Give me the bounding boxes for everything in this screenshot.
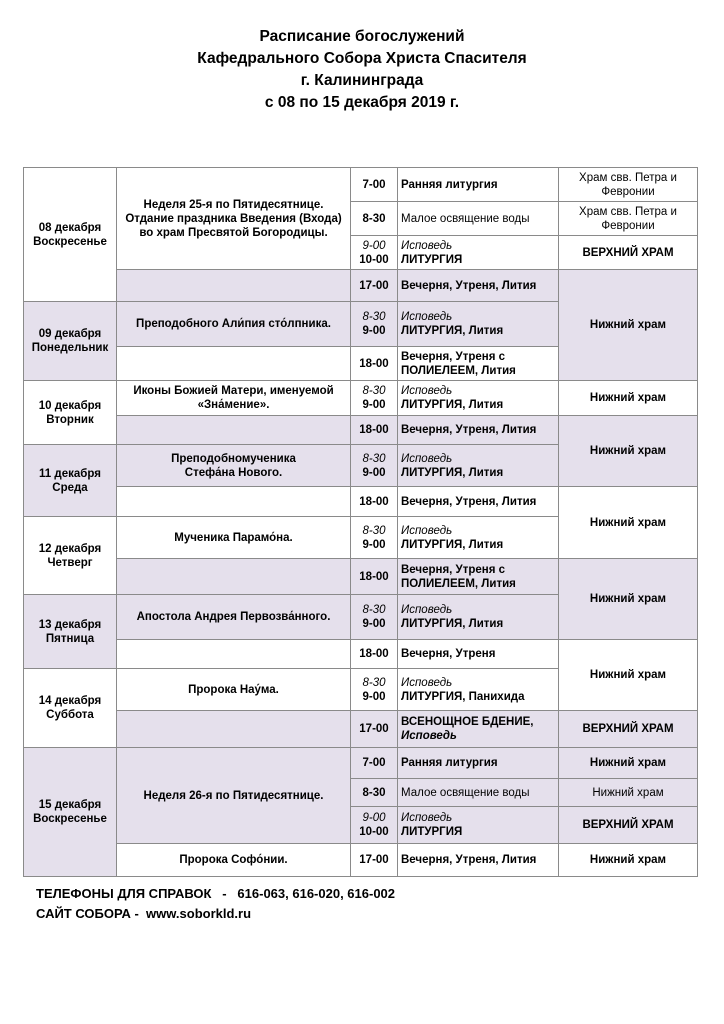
feast-cell-empty [117, 270, 351, 302]
feast-cell: Пророка Нау́ма. [117, 669, 351, 711]
service-cell: Вечерня, Утреня, Лития [398, 487, 559, 517]
time-cell: 8-30 9-00 [351, 669, 398, 711]
time-cell: 8-30 9-00 [351, 381, 398, 416]
time-cell: 7-00 [351, 168, 398, 202]
time-cell: 8-30 9-00 [351, 517, 398, 559]
time-cell: 18-00 [351, 640, 398, 669]
feast-cell: Иконы Божией Матери, именуемой «Зна́мение». [117, 381, 351, 416]
service-cell: ВСЕНОЩНОЕ БДЕНИЕ, Исповедь [398, 711, 559, 748]
table-row [24, 168, 698, 202]
table-row [24, 748, 698, 779]
service-cell: Ранняя литургия [398, 168, 559, 202]
service-cell: Исповедь ЛИТУРГИЯ [398, 236, 559, 270]
place-cell: Нижний храм [559, 748, 698, 779]
feast-cell: Неделя 25-я по Пятидесятнице. Отдание праздника Введения (Входа) во храм Пресвятой Богородицы. [117, 168, 351, 270]
place-cell: Храм свв. Петра и Февронии [559, 168, 698, 202]
feast-cell: Преподобномученика Стефа́на Нового. [117, 445, 351, 487]
service-cell: Исповедь ЛИТУРГИЯ, Лития [398, 517, 559, 559]
feast-cell: Апостола Андрея Первозва́нного. [117, 595, 351, 640]
time-cell: 17-00 [351, 270, 398, 302]
service-cell: Вечерня, Утреня с ПОЛИЕЛЕЕМ, Лития [398, 559, 559, 595]
table-row [24, 381, 698, 416]
place-cell: Нижний храм [559, 416, 698, 487]
place-cell: Нижний храм [559, 270, 698, 381]
feast-cell: Неделя 26-я по Пятидесятнице. [117, 748, 351, 844]
feast-cell: Мученика Парамо́на. [117, 517, 351, 559]
time-cell: 9-00 10-00 [351, 807, 398, 844]
time-cell: 18-00 [351, 416, 398, 445]
time-cell: 8-30 9-00 [351, 445, 398, 487]
date-cell: 08 декабря Воскресенье [24, 168, 117, 302]
date-cell: 13 декабря Пятница [24, 595, 117, 669]
time-cell: 18-00 [351, 487, 398, 517]
service-cell: Исповедь ЛИТУРГИЯ [398, 807, 559, 844]
feast-cell: Преподобного Али́пия сто́лпника. [117, 302, 351, 347]
title-line-3: г. Калининграда [300, 72, 424, 89]
service-cell: Исповедь ЛИТУРГИЯ, Лития [398, 445, 559, 487]
service-cell: Вечерня, Утреня с ПОЛИЕЛЕЕМ, Лития [398, 347, 559, 381]
service-cell: Вечерня, Утреня [398, 640, 559, 669]
phones-line: ТЕЛЕФОНЫ ДЛЯ СПРАВОК - 616-063, 616-020, 616-002 [36, 886, 396, 901]
service-cell: Исповедь ЛИТУРГИЯ, Панихида [398, 669, 559, 711]
table-row [24, 844, 698, 877]
time-cell: 8-30 9-00 [351, 595, 398, 640]
place-cell: Храм свв. Петра и Февронии [559, 202, 698, 236]
service-cell: Ранняя литургия [398, 748, 559, 779]
title-line-2: Кафедрального Собора Христа Спасителя [197, 50, 527, 67]
time-cell: 17-00 [351, 844, 398, 877]
place-cell: Нижний храм [559, 381, 698, 416]
time-cell: 18-00 [351, 347, 398, 381]
title-line-1: Расписание богослужений [259, 28, 465, 45]
place-cell: Нижний храм [559, 487, 698, 559]
feast-cell-empty [117, 711, 351, 748]
time-cell: 8-30 [351, 779, 398, 807]
title-line-4: с 08 по 15 декабря 2019 г. [264, 94, 460, 111]
footer [36, 884, 395, 924]
date-cell: 09 декабря Понедельник [24, 302, 117, 381]
place-cell: Нижний храм [559, 779, 698, 807]
schedule-table [23, 167, 698, 877]
service-cell: Вечерня, Утреня, Лития [398, 844, 559, 877]
place-cell: Нижний храм [559, 640, 698, 711]
date-cell: 11 декабря Среда [24, 445, 117, 517]
service-cell: Исповедь ЛИТУРГИЯ, Лития [398, 595, 559, 640]
time-cell: 9-00 10-00 [351, 236, 398, 270]
feast-cell-empty [117, 640, 351, 669]
table-row [24, 640, 698, 669]
time-cell: 7-00 [351, 748, 398, 779]
service-cell: Малое освящение воды [398, 202, 559, 236]
page-title [0, 26, 724, 114]
place-cell: Нижний храм [559, 559, 698, 640]
feast-cell-empty [117, 559, 351, 595]
place-cell: ВЕРХНИЙ ХРАМ [559, 711, 698, 748]
feast-cell: Пророка Софо́нии. [117, 844, 351, 877]
time-cell: 17-00 [351, 711, 398, 748]
table-row [24, 270, 698, 302]
date-cell: 12 декабря Четверг [24, 517, 117, 595]
table-row [24, 711, 698, 748]
time-cell: 8-30 [351, 202, 398, 236]
place-cell: Нижний храм [559, 844, 698, 877]
table-row [24, 416, 698, 445]
date-cell: 15 декабря Воскресенье [24, 748, 117, 877]
service-cell: Вечерня, Утреня, Лития [398, 270, 559, 302]
service-cell: Вечерня, Утреня, Лития [398, 416, 559, 445]
site-line: САЙТ СОБОРА - www.soborkld.ru [36, 906, 252, 921]
service-cell: Исповедь ЛИТУРГИЯ, Лития [398, 381, 559, 416]
place-cell: ВЕРХНИЙ ХРАМ [559, 236, 698, 270]
time-cell: 18-00 [351, 559, 398, 595]
service-cell: Малое освящение воды [398, 779, 559, 807]
table-row [24, 487, 698, 517]
feast-cell-empty [117, 416, 351, 445]
time-cell: 8-30 9-00 [351, 302, 398, 347]
feast-cell-empty [117, 487, 351, 517]
date-cell: 14 декабря Суббота [24, 669, 117, 748]
date-cell: 10 декабря Вторник [24, 381, 117, 445]
place-cell: ВЕРХНИЙ ХРАМ [559, 807, 698, 844]
table-row [24, 559, 698, 595]
service-cell: Исповедь ЛИТУРГИЯ, Лития [398, 302, 559, 347]
feast-cell-empty [117, 347, 351, 381]
